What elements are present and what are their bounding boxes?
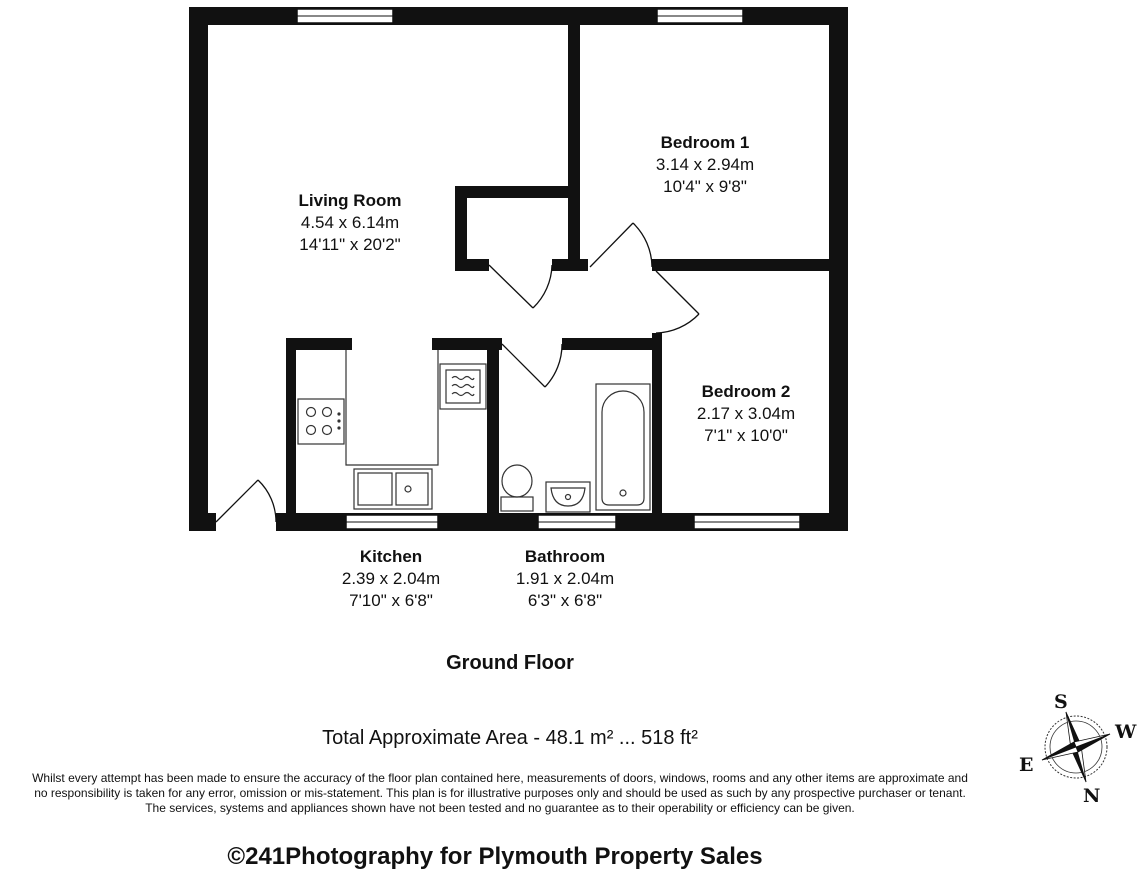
- living-room-name: Living Room: [298, 191, 402, 210]
- bedroom2-label: [656, 381, 836, 447]
- disclaimer-line: no responsibility is taken for any error, omission or mis-statement. This plan is for illustrative purposes only and should be used as such by any prospective purchaser or tenant.: [34, 786, 966, 800]
- photographer-credit: ©241Photography for Plymouth Property Sales: [227, 843, 763, 870]
- sink-icon: [354, 469, 432, 509]
- bedroom2-metric: 2.17 x 3.04m: [696, 404, 796, 423]
- kitchen-name: Kitchen: [359, 547, 423, 566]
- bathroom-name: Bathroom: [524, 547, 606, 566]
- bedroom1-metric: 3.14 x 2.94m: [655, 155, 755, 174]
- living-room-imperial: 14'11" x 20'2": [299, 235, 401, 254]
- bedroom2-door: [656, 271, 699, 333]
- disclaimer-line: Whilst every attempt has been made to ensure the accuracy of the floor plan contained here, measurements of doors, windows, rooms and any other items are approximate and: [32, 771, 968, 785]
- kitchen-label: [301, 546, 481, 612]
- outer-wall-left: [189, 7, 208, 531]
- compass-n-label: N: [1083, 785, 1101, 807]
- compass-rose: [1019, 691, 1137, 807]
- outer-wall-top: [189, 7, 848, 25]
- bathroom-label: [475, 546, 655, 612]
- bathroom-wall-top: [562, 338, 662, 350]
- outer-wall-bottom-left: [189, 513, 216, 531]
- kitchen-fixtures: [298, 350, 486, 509]
- bedroom1-label: [615, 132, 795, 198]
- kitchen-wall-left: [286, 338, 296, 528]
- bedroom1-door: [590, 223, 652, 267]
- closet-door: [489, 265, 552, 308]
- closet-wall-left: [455, 186, 467, 271]
- closet-wall-top: [455, 186, 568, 198]
- front-door: [216, 480, 276, 522]
- boiler-icon: [440, 364, 486, 409]
- living-room-label: [260, 190, 440, 256]
- disclaimer-line: The services, systems and appliances shown have not been tested and no guarantee as to their operability or efficiency can be given.: [145, 801, 855, 815]
- compass-w-label: W: [1115, 721, 1137, 743]
- outer-wall-right: [829, 7, 848, 531]
- living-room-metric: 4.54 x 6.14m: [300, 213, 400, 232]
- disclaimer: [0, 771, 1000, 816]
- wall-kitchen-bathroom: [487, 338, 499, 528]
- bathroom-metric: 1.91 x 2.04m: [515, 569, 615, 588]
- basin-icon: [546, 482, 590, 512]
- compass-s-label: S: [1054, 691, 1068, 713]
- floor-title: Ground Floor: [446, 652, 574, 674]
- closet-wall-bottom-right: [552, 259, 588, 271]
- wall-living-bedroom1: [568, 25, 580, 271]
- total-area: Total Approximate Area - 48.1 m² ... 518 ft²: [322, 727, 698, 749]
- compass-e-label: E: [1019, 754, 1034, 776]
- bedroom2-imperial: 7'1" x 10'0": [704, 426, 788, 445]
- toilet-icon: [501, 465, 533, 511]
- bathroom-fixtures: [501, 384, 650, 512]
- kitchen-imperial: 7'10" x 6'8": [349, 591, 433, 610]
- bath-icon: [596, 384, 650, 510]
- bedroom2-name: Bedroom 2: [701, 382, 791, 401]
- bedroom1-imperial: 10'4" x 9'8": [663, 177, 747, 196]
- bathroom-imperial: 6'3" x 6'8": [527, 591, 603, 610]
- compass-needle: [1042, 712, 1110, 782]
- kitchen-metric: 2.39 x 2.04m: [341, 569, 441, 588]
- kitchen-counter: [346, 350, 438, 465]
- bedroom1-name: Bedroom 1: [660, 133, 750, 152]
- walls: [189, 7, 848, 531]
- hob-icon: [298, 399, 344, 444]
- closet-wall-bottom-left: [455, 259, 489, 271]
- wall-bedroom1-bottom: [652, 259, 829, 271]
- bathroom-door: [502, 344, 562, 387]
